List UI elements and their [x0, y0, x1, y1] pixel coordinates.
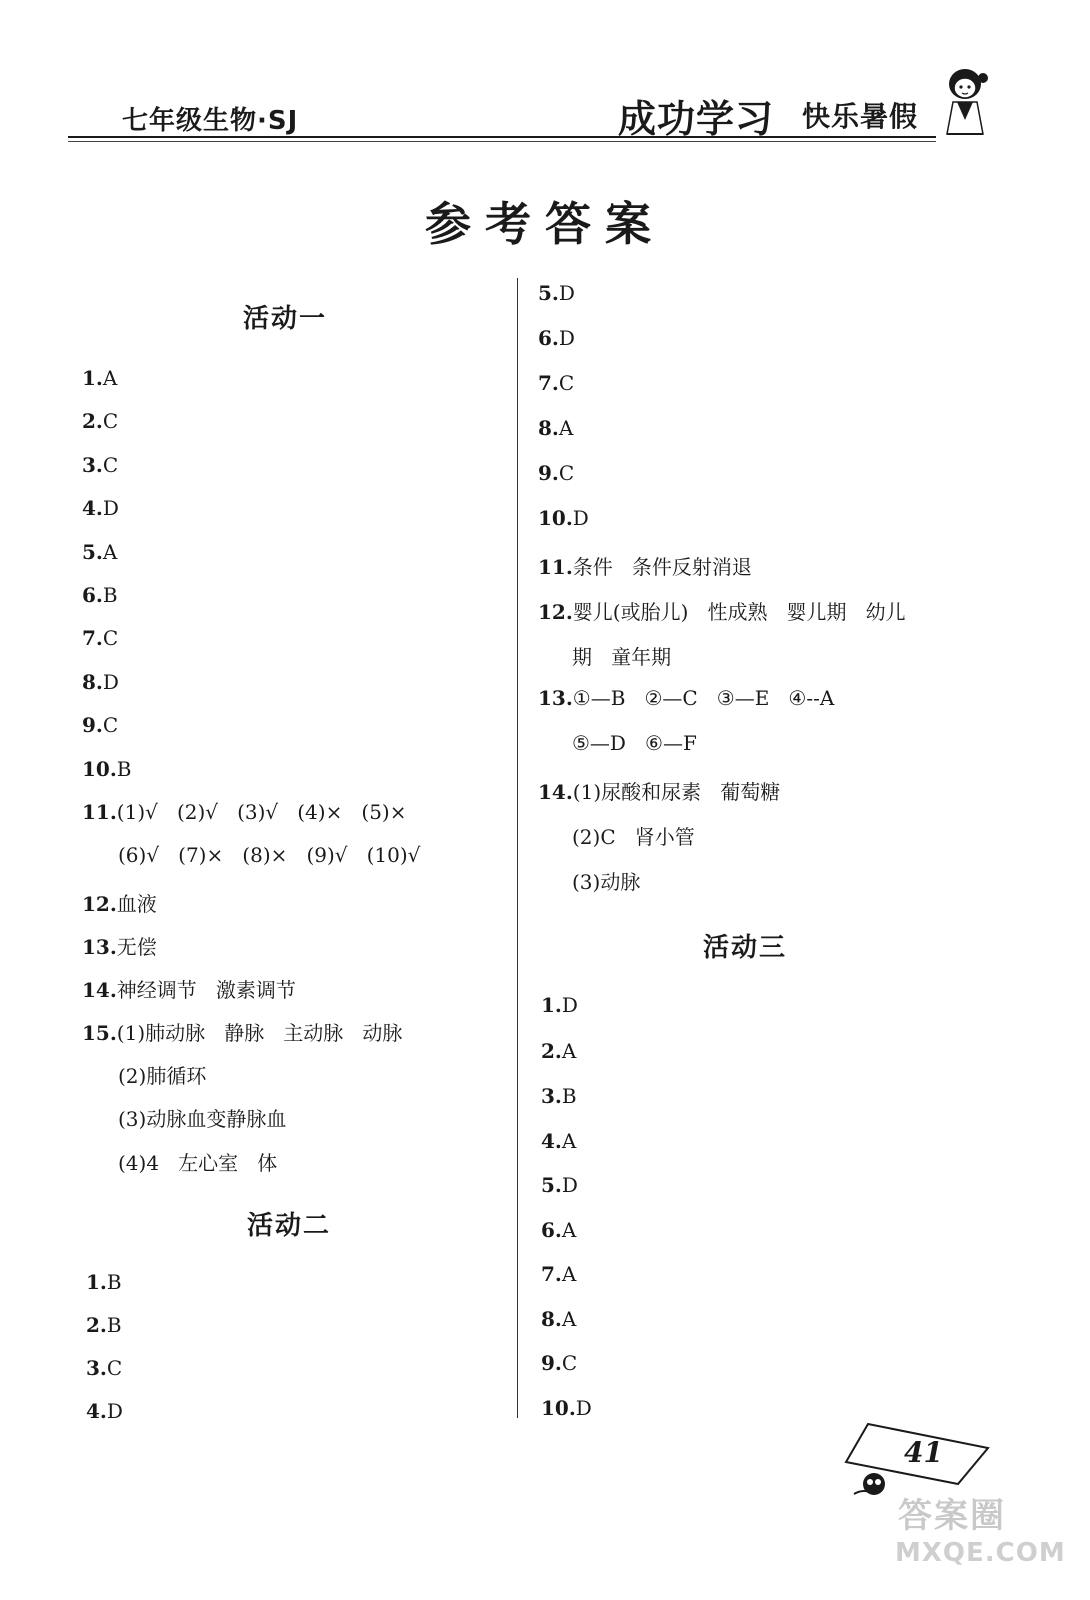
list-item: 11.条件 条件反射消退 [538, 555, 752, 579]
list-item: 7.C [538, 371, 575, 395]
column-divider [517, 278, 518, 1418]
list-item: 7.C [82, 626, 119, 650]
list-item: 4.D [86, 1399, 123, 1423]
list-item: 9.C [541, 1351, 578, 1375]
list-item: 6.A [541, 1218, 577, 1242]
list-item: 5.D [541, 1173, 578, 1197]
list-item: 8.D [82, 670, 119, 694]
list-item: 11.(1)√ (2)√ (3)√ (4)× (5)× [82, 800, 407, 824]
list-item: 期 童年期 [572, 645, 672, 669]
list-item: (3)动脉 [572, 870, 641, 894]
list-item: 10.D [541, 1396, 592, 1420]
list-item: 4.A [541, 1129, 577, 1153]
list-item: 2.A [541, 1039, 577, 1063]
list-item: 1.A [82, 366, 118, 390]
header-rule-thin [68, 141, 936, 142]
list-item: 1.B [86, 1270, 122, 1294]
list-item: 6.B [82, 583, 118, 607]
header-subtitle: 快乐暑假 [802, 100, 919, 133]
list-item: (6)√ (7)× (8)× (9)√ (10)√ [118, 843, 421, 867]
list-item: 10.B [82, 757, 132, 781]
page-title: 参考答案 [425, 197, 665, 251]
list-item: 5.A [82, 540, 118, 564]
list-item: 7.A [541, 1262, 577, 1286]
list-item: 3.C [86, 1356, 123, 1380]
list-item: 13.①—B ②—C ③—E ④--A [538, 686, 835, 710]
activity3-heading: 活动三 [703, 933, 788, 963]
activity2-heading: 活动二 [247, 1211, 332, 1241]
page-number: 41 [904, 1436, 943, 1469]
header-rule [68, 136, 936, 138]
list-item: 1.D [541, 993, 578, 1017]
list-item: (2)肺循环 [118, 1064, 207, 1088]
list-item: 4.D [82, 496, 119, 520]
list-item: 8.A [538, 416, 574, 440]
list-item: (4)4 左心室 体 [118, 1151, 278, 1175]
list-item: ⑤—D ⑥—F [572, 731, 697, 755]
list-item: 10.D [538, 506, 589, 530]
list-item: 9.C [538, 461, 575, 485]
list-item: (2)C 肾小管 [572, 825, 695, 849]
list-item: 14.神经调节 激素调节 [82, 978, 296, 1002]
list-item: 3.B [541, 1084, 577, 1108]
list-item: 13.无偿 [82, 935, 157, 959]
list-item: 6.D [538, 326, 575, 350]
watermark-text: 答案圈 [898, 1496, 1006, 1536]
list-item: 3.C [82, 453, 119, 477]
header-subject: 七年级生物·SJ [122, 106, 299, 136]
mascot-girl-icon [935, 62, 997, 142]
list-item: 15.(1)肺动脉 静脉 主动脉 动脉 [82, 1021, 403, 1045]
activity1-heading: 活动一 [243, 304, 328, 334]
list-item: 9.C [82, 713, 119, 737]
header-brand: 成功学习 [618, 97, 775, 141]
list-item: 12.血液 [82, 892, 157, 916]
list-item: 5.D [538, 281, 575, 305]
list-item: 8.A [541, 1307, 577, 1331]
list-item: 2.C [82, 409, 119, 433]
list-item: 12.婴儿(或胎儿) 性成熟 婴儿期 幼儿 [538, 600, 906, 624]
list-item: 2.B [86, 1313, 122, 1337]
list-item: 14.(1)尿酸和尿素 葡萄糖 [538, 780, 781, 804]
list-item: (3)动脉血变静脉血 [118, 1107, 287, 1131]
watermark-url: MXQE.COM [895, 1538, 1066, 1568]
